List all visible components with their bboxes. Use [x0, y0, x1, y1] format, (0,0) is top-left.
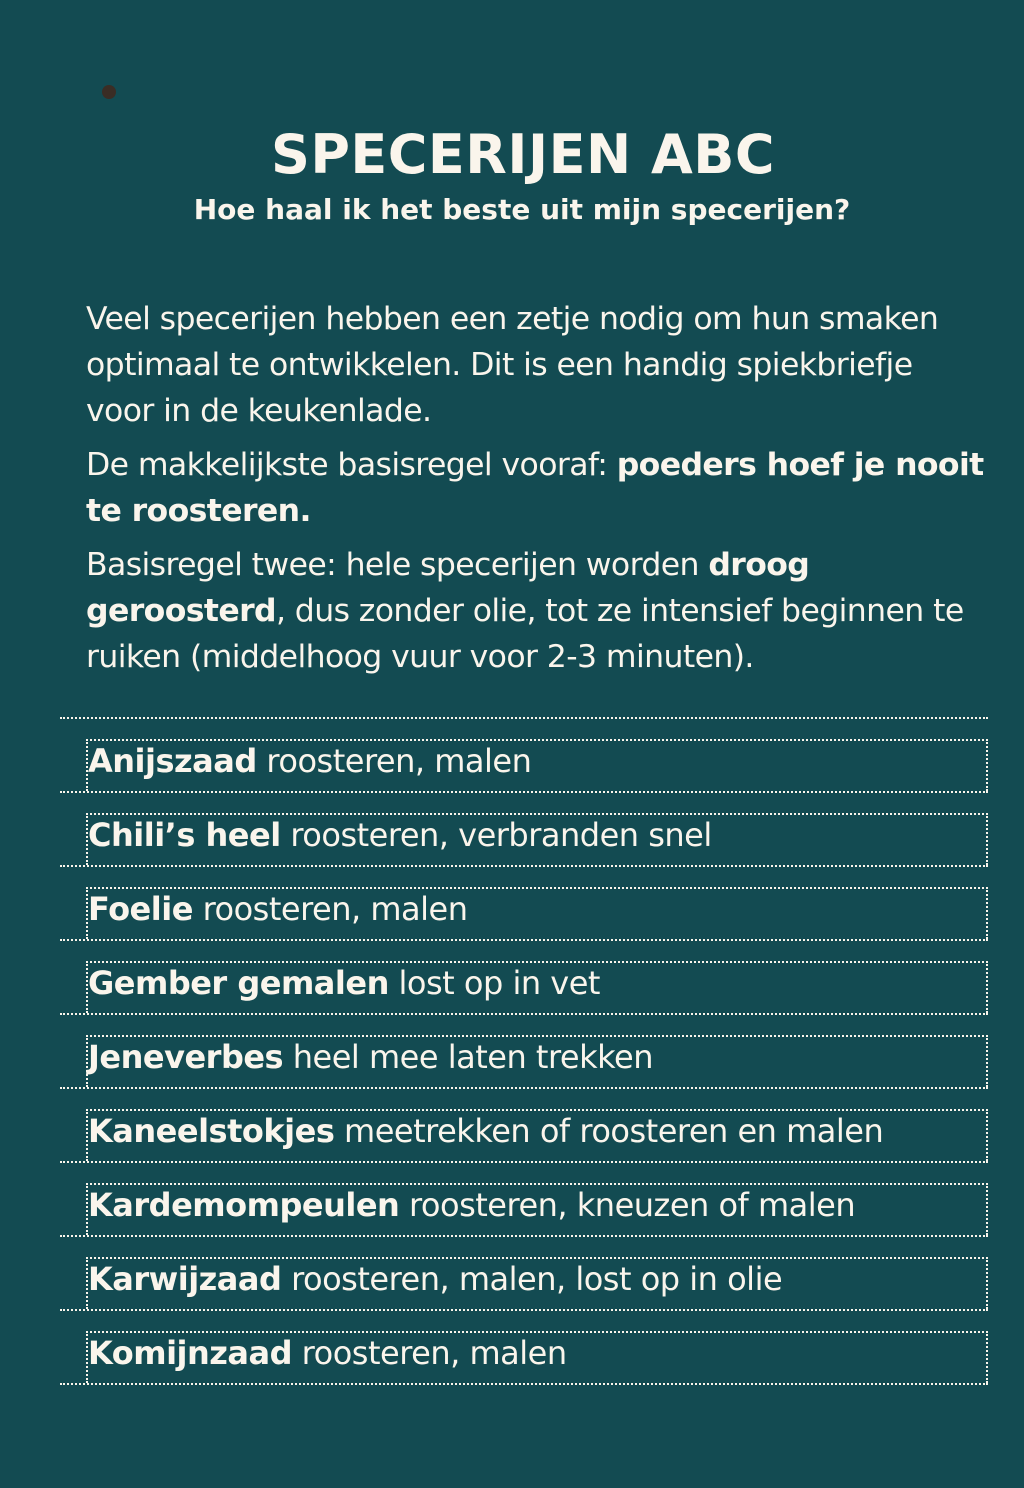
divider [60, 1235, 988, 1237]
rule-two-emphasis: droog geroosterd [86, 547, 810, 629]
spice-name: Karwijzaad [88, 1260, 282, 1298]
divider [60, 939, 988, 941]
spice-name: Jeneverbes [88, 1038, 284, 1076]
spice-name: Chili’s heel [88, 816, 281, 854]
spice-instruction: roosteren, malen [266, 742, 532, 780]
divider [60, 717, 988, 719]
decorative-dot [102, 85, 116, 99]
divider [60, 1383, 988, 1385]
spice-instruction: roosteren, malen [301, 1334, 567, 1372]
rule-two-text: Basisregel twee: hele specerijen worden [86, 547, 709, 583]
spice-row-foelie [86, 887, 988, 939]
spice-instruction: roosteren, malen [202, 890, 468, 928]
divider [60, 1013, 988, 1015]
spice-row-jeneverbes [86, 1035, 988, 1087]
spice-row-kaneelstokjes [86, 1109, 988, 1161]
divider [60, 1161, 988, 1163]
spice-instruction: roosteren, malen, lost op in olie [291, 1260, 783, 1298]
spice-name: Anijszaad [88, 742, 257, 780]
spice-name: Foelie [88, 890, 193, 928]
spice-row-chilis [86, 813, 988, 865]
spice-instruction: lost op in vet [398, 964, 600, 1002]
spice-row-gember [86, 961, 988, 1013]
spice-name: Kaneelstokjes [88, 1112, 335, 1150]
rule-one-emphasis: poeders hoef je nooit te roosteren. [86, 447, 984, 529]
spice-name: Gember gemalen [88, 964, 389, 1002]
divider [60, 865, 988, 867]
divider [60, 1309, 988, 1311]
spice-list [60, 717, 988, 1405]
spice-row-anijszaad [86, 739, 988, 791]
spice-name: Kardemompeulen [88, 1186, 400, 1224]
spice-row-karwijzaad [86, 1257, 988, 1309]
spice-row-komijnzaad [86, 1331, 988, 1383]
spice-name: Komijnzaad [88, 1334, 292, 1372]
spice-instruction: meetrekken of roosteren en malen [344, 1112, 884, 1150]
spice-row-kardemompeulen [86, 1183, 988, 1235]
intro-paragraph-1: Veel specerijen hebben een zetje nodig om hun smaken optimaal te ontwikkelen. Dit is een handig spiekbriefje voor in de keukenlade. [86, 301, 939, 429]
intro-paragraph-3 [86, 542, 986, 680]
spice-instruction: heel mee laten trekken [292, 1038, 653, 1076]
intro-paragraph-2 [86, 442, 986, 534]
divider [60, 1087, 988, 1089]
rule-two-suffix: , dus zonder olie, tot ze intensief beginnen te ruiken (middelhoog vuur voor 2-3 minuten). [86, 593, 964, 675]
divider [60, 791, 988, 793]
page-title: SPECERIJEN ABC [270, 123, 776, 186]
rule-one-text: De makkelijkste basisregel vooraf: [86, 447, 617, 483]
spice-instruction: roosteren, verbranden snel [290, 816, 712, 854]
intro-section [86, 296, 986, 688]
page-subtitle: Hoe haal ik het beste uit mijn specerijen? [193, 193, 851, 226]
spice-instruction: roosteren, kneuzen of malen [408, 1186, 856, 1224]
